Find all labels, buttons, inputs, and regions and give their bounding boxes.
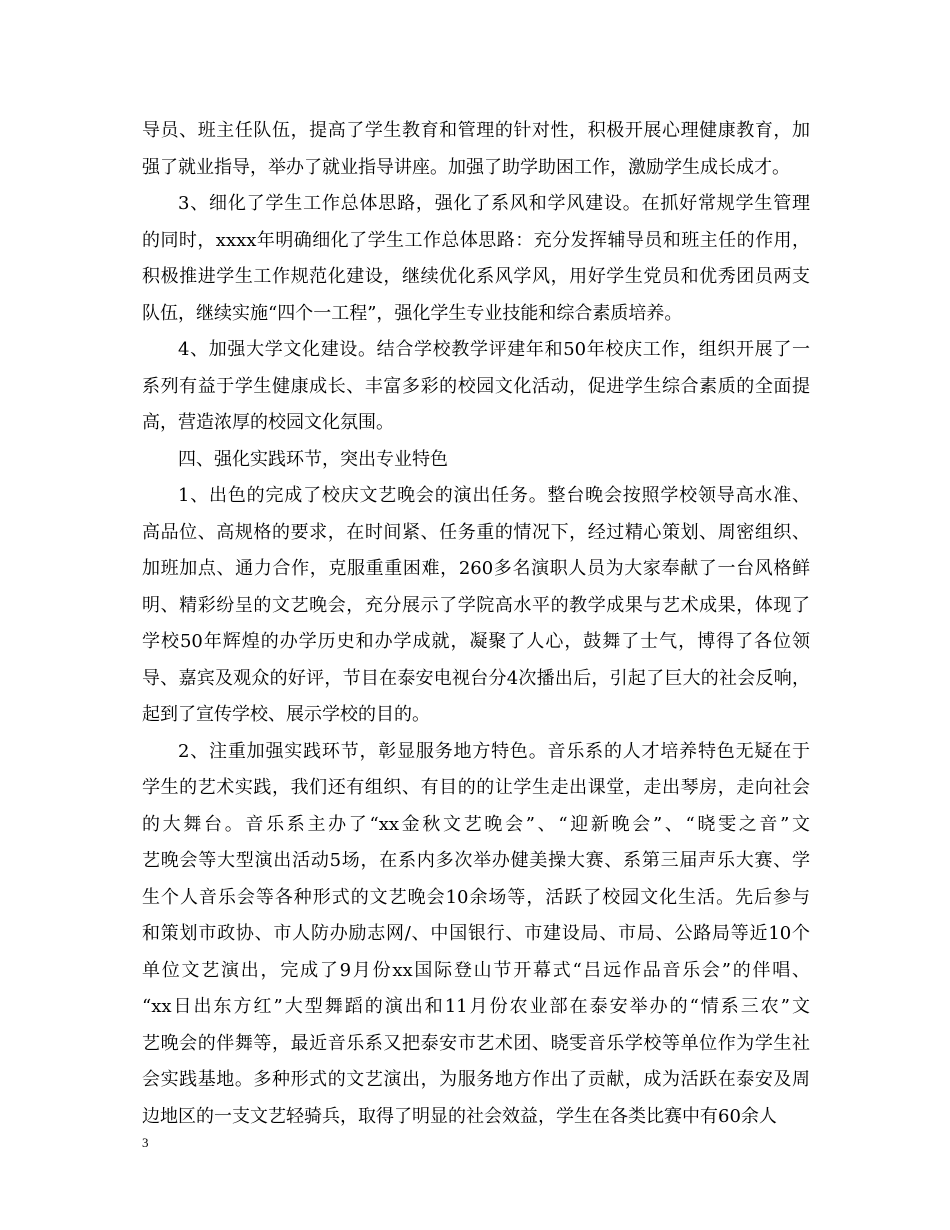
text-line: 生个人音乐会等各种形式的文艺晚会10余场等，活跃了校园文化生活。先后参与	[142, 886, 810, 908]
text-line: 学校50年辉煌的办学历史和办学成就，凝聚了人心，鼓舞了士气，博得了各位领	[142, 631, 810, 652]
text-line: 3、细化了学生工作总体思路，强化了系风和学风建设。在抓好常规学生管理	[178, 193, 810, 214]
paragraph	[142, 332, 810, 442]
text-line: 积极推进学生工作规范化建设，继续优化系风学风，用好学生党员和优秀团员两支	[142, 266, 810, 287]
text-line: 导、嘉宾及观众的好评，节目在泰安电视台分4次播出后，引起了巨大的社会反响，	[142, 667, 810, 689]
paragraph	[142, 442, 810, 479]
page-number: 3	[142, 1135, 149, 1150]
text-line: 高，营造浓厚的校园文化氛围。	[142, 412, 394, 433]
paragraph	[142, 478, 810, 734]
text-line: “xx日出东方红”大型舞蹈的演出和11月份农业部在泰安举办的“情系三农”文	[142, 996, 810, 1017]
text-line: 明、精彩纷呈的文艺晚会，充分展示了学院高水平的教学成果与艺术成果，体现了	[142, 594, 810, 616]
text-line: 会实践基地。多种形式的文艺演出，为服务地方作出了贡献，成为活跃在泰安及周	[142, 1069, 810, 1090]
text-line: 加班加点、通力合作，克服重重困难，260多名演职人员为大家奉献了一台风格鲜	[142, 558, 810, 579]
text-line: 四、强化实践环节，突出专业特色	[178, 448, 448, 470]
text-line: 艺晚会的伴舞等，最近音乐系又把泰安市艺术团、晓雯音乐学校等单位作为学生社	[142, 1032, 810, 1054]
text-line: 的大舞台。音乐系主办了“xx金秋文艺晚会”、“迎新晚会”、“晓雯之音”文	[142, 813, 810, 835]
text-line: 导员、班主任队伍，提高了学生教育和管理的针对性，积极开展心理健康教育，加	[142, 120, 810, 141]
document-body	[142, 113, 810, 1135]
text-line: 和策划市政协、市人防办励志网/、中国银行、市建设局、市局、公路局等近10个	[142, 923, 810, 944]
text-line: 强了就业指导，举办了就业指导讲座。加强了助学助困工作，激励学生成长成才。	[142, 156, 790, 178]
text-line: 学生的艺术实践，我们还有组织、有目的的让学生走出课堂，走出琴房，走向社会	[142, 777, 810, 798]
text-line: 队伍，继续实施“四个一工程”，强化学生专业技能和综合素质培养。	[142, 302, 683, 324]
paragraph	[142, 186, 810, 332]
text-line: 的同时，xxxx年明确细化了学生工作总体思路：充分发挥辅导员和班主任的作用，	[142, 229, 810, 251]
text-line: 高品位、高规格的要求，在时间紧、任务重的情况下，经过精心策划、周密组织、	[142, 521, 810, 543]
text-line: 4、加强大学文化建设。结合学校教学评建年和50年校庆工作，组织开展了一	[178, 339, 810, 360]
text-line: 起到了宣传学校、展示学校的目的。	[142, 704, 430, 725]
paragraph	[142, 734, 810, 1136]
text-line: 单位文艺演出，完成了9月份xx国际登山节开幕式“吕远作品音乐会”的伴唱、	[142, 959, 810, 981]
text-line: 2、注重加强实践环节，彰显服务地方特色。音乐系的人才培养特色无疑在于	[178, 740, 810, 762]
paragraph	[142, 113, 810, 186]
text-line: 艺晚会等大型演出活动5场，在系内多次举办健美操大赛、系第三届声乐大赛、学	[142, 850, 810, 871]
text-line: 系列有益于学生健康成长、丰富多彩的校园文化活动，促进学生综合素质的全面提	[142, 375, 810, 397]
text-line: 边地区的一支文艺轻骑兵，取得了明显的社会效益，学生在各类比赛中有60余人	[142, 1105, 777, 1127]
text-line: 1、出色的完成了校庆文艺晚会的演出任务。整台晚会按照学校领导高水准、	[178, 485, 810, 506]
